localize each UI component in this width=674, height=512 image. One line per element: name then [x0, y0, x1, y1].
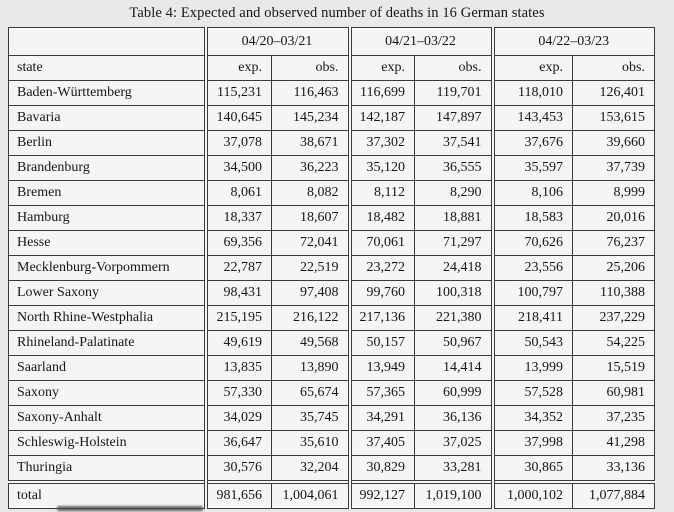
value-cell: 50,967	[415, 331, 493, 356]
value-cell: 23,272	[350, 256, 415, 281]
value-cell: 18,583	[493, 206, 573, 231]
total-value-cell: 1,000,102	[493, 482, 573, 509]
empty-header-cell	[9, 28, 206, 56]
exp-header-1: exp.	[206, 56, 272, 81]
state-cell: Mecklenburg-Vorpommern	[9, 256, 206, 281]
value-cell: 36,223	[272, 156, 350, 181]
value-cell: 13,949	[350, 356, 415, 381]
table-row	[9, 181, 655, 206]
state-cell: Schleswig-Holstein	[9, 431, 206, 456]
value-cell: 15,519	[573, 356, 655, 381]
value-cell: 30,576	[206, 456, 272, 483]
value-cell: 216,122	[272, 306, 350, 331]
value-cell: 36,136	[415, 406, 493, 431]
value-cell: 60,999	[415, 381, 493, 406]
obs-header-1: obs.	[272, 56, 350, 81]
value-cell: 65,674	[272, 381, 350, 406]
value-cell: 110,388	[573, 281, 655, 306]
value-cell: 13,835	[206, 356, 272, 381]
value-cell: 99,760	[350, 281, 415, 306]
table-row	[9, 281, 655, 306]
obs-header-2: obs.	[415, 56, 493, 81]
total-row	[9, 482, 655, 509]
value-cell: 76,237	[573, 231, 655, 256]
bottom-artifact	[57, 506, 203, 511]
value-cell: 221,380	[415, 306, 493, 331]
value-cell: 153,615	[573, 106, 655, 131]
value-cell: 215,195	[206, 306, 272, 331]
state-cell: Rhineland-Palatinate	[9, 331, 206, 356]
value-cell: 8,999	[573, 181, 655, 206]
value-cell: 100,318	[415, 281, 493, 306]
value-cell: 39,660	[573, 131, 655, 156]
table-row	[9, 206, 655, 231]
value-cell: 57,330	[206, 381, 272, 406]
table-row	[9, 406, 655, 431]
subheader-row	[9, 56, 655, 81]
value-cell: 97,408	[272, 281, 350, 306]
value-cell: 14,414	[415, 356, 493, 381]
value-cell: 50,543	[493, 331, 573, 356]
value-cell: 8,112	[350, 181, 415, 206]
state-cell: Thuringia	[9, 456, 206, 483]
value-cell: 8,061	[206, 181, 272, 206]
value-cell: 140,645	[206, 106, 272, 131]
value-cell: 237,229	[573, 306, 655, 331]
table-row	[9, 331, 655, 356]
obs-header-3: obs.	[573, 56, 655, 81]
table-row	[9, 231, 655, 256]
value-cell: 60,981	[573, 381, 655, 406]
value-cell: 49,619	[206, 331, 272, 356]
value-cell: 34,500	[206, 156, 272, 181]
value-cell: 34,291	[350, 406, 415, 431]
state-cell: Saxony-Anhalt	[9, 406, 206, 431]
period-header-2022-23: 04/22–03/23	[493, 28, 655, 56]
value-cell: 37,025	[415, 431, 493, 456]
value-cell: 37,078	[206, 131, 272, 156]
value-cell: 8,082	[272, 181, 350, 206]
state-cell: Saxony	[9, 381, 206, 406]
table-row	[9, 356, 655, 381]
value-cell: 36,555	[415, 156, 493, 181]
value-cell: 145,234	[272, 106, 350, 131]
value-cell: 20,016	[573, 206, 655, 231]
state-cell: Berlin	[9, 131, 206, 156]
value-cell: 8,290	[415, 181, 493, 206]
state-cell: Baden-Württemberg	[9, 81, 206, 106]
value-cell: 37,739	[573, 156, 655, 181]
value-cell: 35,120	[350, 156, 415, 181]
value-cell: 24,418	[415, 256, 493, 281]
value-cell: 32,204	[272, 456, 350, 483]
table-row	[9, 256, 655, 281]
value-cell: 18,607	[272, 206, 350, 231]
state-cell: Bremen	[9, 181, 206, 206]
period-header-row	[9, 28, 655, 56]
value-cell: 50,157	[350, 331, 415, 356]
value-cell: 218,411	[493, 306, 573, 331]
value-cell: 36,647	[206, 431, 272, 456]
value-cell: 34,352	[493, 406, 573, 431]
table-row	[9, 381, 655, 406]
table-row	[9, 131, 655, 156]
state-cell: Hesse	[9, 231, 206, 256]
total-value-cell: 1,077,884	[573, 482, 655, 509]
value-cell: 54,225	[573, 331, 655, 356]
value-cell: 37,998	[493, 431, 573, 456]
state-cell: Lower Saxony	[9, 281, 206, 306]
value-cell: 100,797	[493, 281, 573, 306]
state-cell: Bavaria	[9, 106, 206, 131]
value-cell: 37,405	[350, 431, 415, 456]
table-row	[9, 456, 655, 483]
deaths-table	[8, 27, 655, 509]
value-cell: 30,865	[493, 456, 573, 483]
value-cell: 33,281	[415, 456, 493, 483]
exp-header-3: exp.	[493, 56, 573, 81]
value-cell: 118,010	[493, 81, 573, 106]
state-column-header: state	[9, 56, 206, 81]
value-cell: 37,676	[493, 131, 573, 156]
value-cell: 142,187	[350, 106, 415, 131]
table-body	[9, 81, 655, 483]
value-cell: 143,453	[493, 106, 573, 131]
value-cell: 25,206	[573, 256, 655, 281]
value-cell: 33,136	[573, 456, 655, 483]
table-row	[9, 81, 655, 106]
value-cell: 119,701	[415, 81, 493, 106]
table-row	[9, 156, 655, 181]
value-cell: 35,610	[272, 431, 350, 456]
value-cell: 35,745	[272, 406, 350, 431]
value-cell: 116,699	[350, 81, 415, 106]
value-cell: 217,136	[350, 306, 415, 331]
value-cell: 38,671	[272, 131, 350, 156]
value-cell: 18,337	[206, 206, 272, 231]
value-cell: 57,528	[493, 381, 573, 406]
value-cell: 116,463	[272, 81, 350, 106]
state-cell: North Rhine-Westphalia	[9, 306, 206, 331]
value-cell: 70,061	[350, 231, 415, 256]
value-cell: 41,298	[573, 431, 655, 456]
table-row	[9, 306, 655, 331]
value-cell: 18,482	[350, 206, 415, 231]
value-cell: 126,401	[573, 81, 655, 106]
value-cell: 37,302	[350, 131, 415, 156]
total-value-cell: 981,656	[206, 482, 272, 509]
value-cell: 147,897	[415, 106, 493, 131]
value-cell: 71,297	[415, 231, 493, 256]
value-cell: 22,519	[272, 256, 350, 281]
value-cell: 13,999	[493, 356, 573, 381]
value-cell: 34,029	[206, 406, 272, 431]
state-cell: Brandenburg	[9, 156, 206, 181]
total-label: total	[9, 482, 206, 509]
value-cell: 49,568	[272, 331, 350, 356]
value-cell: 37,541	[415, 131, 493, 156]
value-cell: 57,365	[350, 381, 415, 406]
value-cell: 70,626	[493, 231, 573, 256]
table-caption: Table 4: Expected and observed number of deaths in 16 German states	[129, 5, 545, 21]
table-row	[9, 431, 655, 456]
value-cell: 13,890	[272, 356, 350, 381]
value-cell: 23,556	[493, 256, 573, 281]
exp-header-2: exp.	[350, 56, 415, 81]
value-cell: 37,235	[573, 406, 655, 431]
value-cell: 22,787	[206, 256, 272, 281]
period-header-2020-21: 04/20–03/21	[206, 28, 350, 56]
state-cell: Saarland	[9, 356, 206, 381]
total-value-cell: 992,127	[350, 482, 415, 509]
value-cell: 30,829	[350, 456, 415, 483]
table-row	[9, 106, 655, 131]
value-cell: 98,431	[206, 281, 272, 306]
value-cell: 18,881	[415, 206, 493, 231]
period-header-2021-22: 04/21–03/22	[350, 28, 493, 56]
total-value-cell: 1,004,061	[272, 482, 350, 509]
total-value-cell: 1,019,100	[415, 482, 493, 509]
state-cell: Hamburg	[9, 206, 206, 231]
value-cell: 35,597	[493, 156, 573, 181]
value-cell: 115,231	[206, 81, 272, 106]
value-cell: 69,356	[206, 231, 272, 256]
value-cell: 8,106	[493, 181, 573, 206]
value-cell: 72,041	[272, 231, 350, 256]
